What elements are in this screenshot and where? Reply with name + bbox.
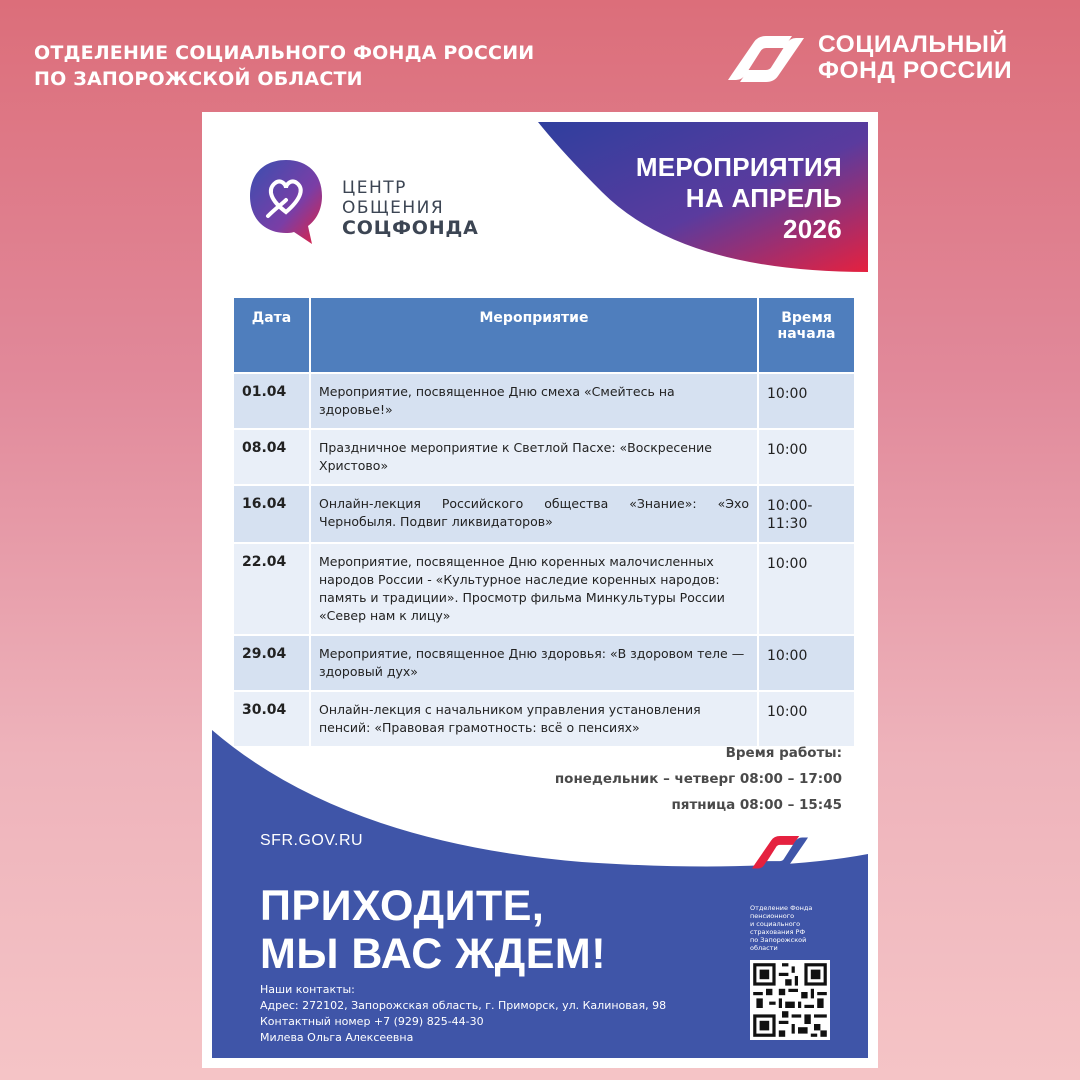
events-table	[234, 298, 854, 748]
center-logo-line1: ЦЕНТР	[342, 178, 407, 198]
sfr-org-block	[736, 824, 870, 1052]
row-date: 16.04	[234, 485, 310, 543]
row-time: 10:00	[758, 429, 854, 485]
table-row	[234, 635, 854, 691]
table-row	[234, 543, 854, 635]
row-time: 10:00	[758, 635, 854, 691]
brand-name-line1: СОЦИАЛЬНЫЙ	[818, 31, 1008, 58]
row-date: 01.04	[234, 373, 310, 429]
sfr-org-line: страхования РФ	[750, 928, 806, 936]
center-logo-text	[342, 178, 479, 238]
row-date: 30.04	[234, 691, 310, 747]
sfr-org-line: и социального	[750, 920, 801, 928]
row-event: Праздничное мероприятие к Светлой Пасхе: «Воскресение Христово»	[310, 429, 758, 485]
brand-logo	[728, 28, 1028, 92]
center-logo-line3: СОЦФОНДА	[342, 217, 479, 239]
sfr-logo-icon	[728, 28, 804, 90]
sfr-org-name	[750, 904, 812, 952]
contacts-person: Милева Ольга Алексеевна	[260, 1031, 414, 1044]
qr-code-icon[interactable]	[750, 960, 830, 1040]
sfr-org-line: пенсионного	[750, 912, 795, 920]
organization-title-line2: ПО ЗАПОРОЖСКОЙ ОБЛАСТИ	[34, 68, 363, 90]
row-time: 10:00	[758, 373, 854, 429]
row-date: 29.04	[234, 635, 310, 691]
table-row	[234, 373, 854, 429]
header-date: Дата	[234, 298, 310, 373]
poster-title-year: 2026	[782, 214, 842, 244]
poster-title-line2: НА АПРЕЛЬ	[685, 183, 842, 213]
slogan	[260, 882, 606, 978]
working-hours	[555, 740, 842, 818]
sfr-org-line: по Запорожской	[750, 936, 807, 944]
organization-title	[34, 40, 534, 92]
contacts-block	[260, 982, 666, 1046]
contacts-title: Наши контакты:	[260, 983, 355, 996]
center-logo-line2: ОБЩЕНИЯ	[342, 198, 445, 218]
working-hours-friday: пятница 08:00 – 15:45	[671, 797, 842, 813]
website-link[interactable]: SFR.GOV.RU	[260, 832, 364, 849]
table-header-row	[234, 298, 854, 373]
row-event: Мероприятие, посвященное Дню коренных малочисленных народов России - «Культурное наследие коренных народов: память и традиции». Просмотр фильма Минкультуры России «Север нам к лицу»	[310, 543, 758, 635]
row-event: Мероприятие, посвященное Дню смеха «Смейтесь на здоровье!»	[310, 373, 758, 429]
header-event: Мероприятие	[310, 298, 758, 373]
sfr-logo-icon	[752, 830, 808, 876]
row-time: 10:00	[758, 691, 854, 747]
poster-title	[636, 152, 842, 245]
contacts-phone: Контактный номер +7 (929) 825-44-30	[260, 1015, 484, 1028]
table-row	[234, 429, 854, 485]
sfr-org-line: области	[750, 944, 778, 952]
slogan-line1: ПРИХОДИТЕ,	[260, 882, 545, 930]
center-logo	[246, 154, 486, 250]
brand-name-line2: ФОНД РОССИИ	[818, 57, 1013, 84]
table-row	[234, 485, 854, 543]
row-date: 22.04	[234, 543, 310, 635]
poster-title-line1: МЕРОПРИЯТИЯ	[635, 152, 842, 182]
events-poster	[202, 112, 878, 1068]
contacts-address: Адрес: 272102, Запорожская область, г. Приморск, ул. Калиновая, 98	[260, 999, 667, 1012]
heart-bubble-icon	[246, 154, 326, 244]
working-hours-weekdays: понедельник – четверг 08:00 – 17:00	[554, 771, 842, 787]
header-time: Время начала	[758, 298, 854, 373]
organization-title-line1: ОТДЕЛЕНИЕ СОЦИАЛЬНОГО ФОНДА РОССИИ	[34, 42, 535, 64]
row-time: 10:00	[758, 543, 854, 635]
brand-name	[818, 32, 1012, 84]
row-time: 10:00-11:30	[758, 485, 854, 543]
row-event: Онлайн-лекция Российского общества «Знание»: «Эхо Чернобыля. Подвиг ликвидаторов»	[310, 485, 758, 543]
slogan-line2: МЫ ВАС ЖДЕМ!	[260, 930, 607, 978]
row-event: Онлайн-лекция с начальником управления установления пенсий: «Правовая грамотность: всё о пенсиях»	[310, 691, 758, 747]
working-hours-title: Время работы:	[725, 745, 842, 761]
row-event: Мероприятие, посвященное Дню здоровья: «В здоровом теле — здоровый дух»	[310, 635, 758, 691]
row-date: 08.04	[234, 429, 310, 485]
sfr-org-line: Отделение Фонда	[750, 904, 813, 912]
